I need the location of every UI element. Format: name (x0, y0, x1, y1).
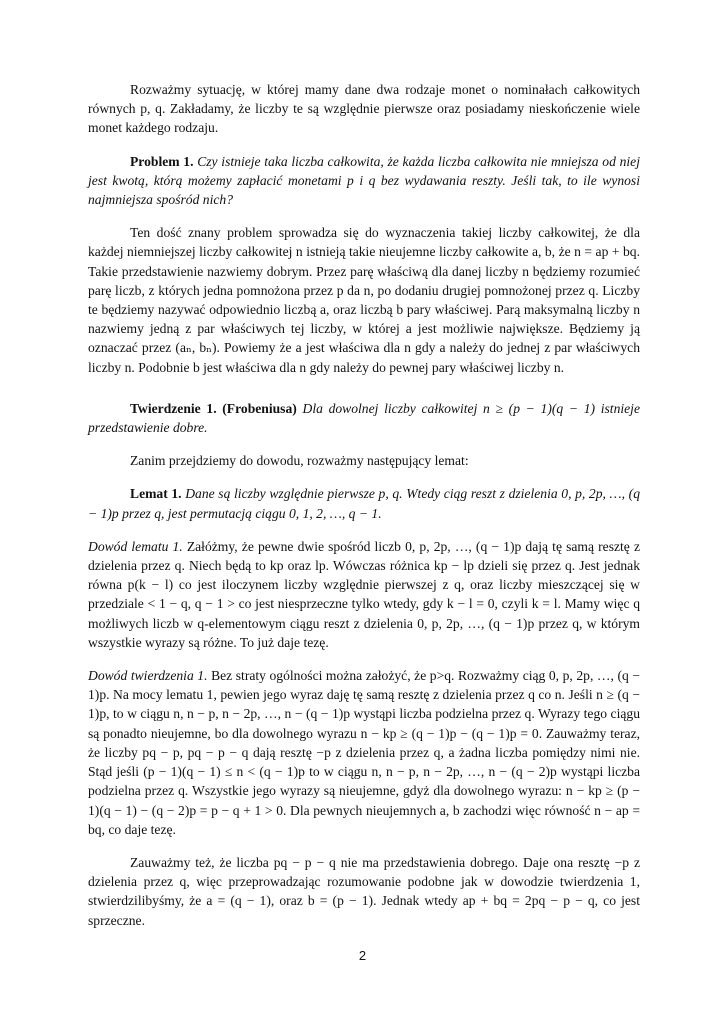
problem-label: Problem 1. (130, 153, 194, 169)
theorem-proof-text: Bez straty ogólności można założyć, że p>q. Rozważmy ciąg 0, p, 2p, …, (q − 1)p. Na mocy lematu 1, pewien jego wyraz daję tę samą resztę z dzielenia przez q co n. Jeśli n ≥ (q − 1)p, to w ciągu n, n − p, n − 2p, …, n − (q − 1)p wystąpi liczba podzielna przez q. Wyrazy tego ciągu są ponadto nieujemne, bo dla dowolnego wyrazu n − kp ≥ (q − 1)p − (q − 1)p = 0. Zauważmy teraz, że liczby pq − p, pq − p − q dają resztę −p z dzielenia przez q, a żadna liczba pomiędzy nimi nie. Stąd jeśli (p − 1)(q − 1) ≤ n < (q − 1)p to w ciągu n, n − p, n − 2p, …, n − (q − 2)p wystąpi liczba podzielna przez q. Wszystkie jego wyrazy są nieujemne, gdyż dla dowolnego wyrazu: n − kp ≥ (p − 1)(q − 1) − (q − 2)p = p − q + 1 > 0. Dla pewnych nieujemnych a, b zachodzi więc równość n − ap = bq, co daje tezę. (88, 668, 641, 837)
definitions-paragraph: Ten dość znany problem sprowadza się do wyznaczenia takiej liczby całkowitej, że dla każdej niemniejszej liczby całkowitej n istnieją takie nieujemne liczby całkowite a, b, że n = ap + bq. Takie przedstawienie nazwiemy dobrym. Przez parę właściwą dla danej liczby n będziemy rozumieć parę liczb, z których jedna pomnożona przez p da n, po dodaniu drugiej pomnożonej przez q. Liczby te będziemy nazywać odpowiednio liczbą a, oraz liczbą b pary właściwej. Parą maksymalną liczby n nazwiemy jedną z par właściwych tej liczby, w której a jest możliwie największe. Będziemy ją oznaczać przez (aₙ, bₙ). Powiemy że a jest właściwa dla n gdy a należy do jednej z par właściwych liczby n. Podobnie b jest właściwa dla n gdy należy do pewnej pary właściwej liczby n. (88, 225, 640, 375)
lemma-text: Dane są liczby względnie pierwsze p, q. Wtedy ciąg reszt z dzielenia 0, p, 2p, …, (q − 1)p przez q, jest permutacją ciągu 0, 1, 2, …, q − 1. (88, 486, 640, 521)
theorem-paragraph (88, 399, 640, 437)
theorem-text: Dla dowolnej liczby całkowitej n ≥ (p − 1)(q − 1) istnieje przedstawienie dobre. (88, 400, 640, 436)
lemma-proof-paragraph (88, 537, 640, 652)
lemma-paragraph (88, 484, 640, 522)
theorem-proof-paragraph (88, 666, 640, 839)
lemma-label: Lemat 1. (130, 486, 182, 502)
lemma-intro-paragraph: Zanim przejdziemy do dowodu, rozważmy następujący lemat: (130, 453, 469, 469)
page-number: 2 (358, 948, 367, 963)
theorem-proof-label: Dowód twierdzenia 1. (88, 668, 208, 684)
problem-text: Czy istnieje taka liczba całkowita, że każda liczba całkowita nie mniejsza od niej jest kwotą, którą możemy zapłacić monetami p i q bez wydawania reszty. Jeśli tak, to ile wynosi najmniejsza spośród nich? (88, 153, 640, 208)
page-body (88, 80, 640, 944)
lemma-proof-text: Załóżmy, że pewne dwie spośród liczb 0, p, 2p, …, (q − 1)p dają tę samą resztę z dzielenia przez q. Niech będą to kp oraz lp. Wówczas różnica kp − lp dzieli się przez q. Jest jednak równa p(k − l) co jest iloczynem liczby względnie pierwszej z q, oraz liczby mieszczącej się w przedziale < 1 − q, q − 1 > co jest niesprzeczne tylko wtedy, gdy k − l = 0, czyli k = l. Mamy więc q możliwych liczb w q-elementowym ciągu reszt z dzielenia 0, p, 2p, …, (q − 1)p przez q, w którym wszystkie wyrazy są różne. To już daje tezę. (88, 538, 640, 650)
lemma-proof-label: Dowód lematu 1. (88, 538, 183, 554)
intro-paragraph: Rozważmy sytuację, w której mamy dane dwa rodzaje monet o nominałach całkowitych równych p, q. Zakładamy, że liczby te są względnie pierwsze oraz posiadamy nieskończenie wiele monet każdego rodzaju. (88, 82, 640, 136)
problem-paragraph (88, 152, 640, 210)
theorem-label: Twierdzenie 1. (Frobeniusa) (130, 400, 297, 416)
closing-paragraph: Zauważmy też, że liczba pq − p − q nie ma przedstawienia dobrego. Daje ona resztę −p z dzielenia przez q, więc przeprowadzając rozumowanie podobne jak w dowodzie twierdzenia 1, stwierdzilibyśmy, że a = (q − 1), oraz b = (p − 1). Jednak wtedy ap + bq = 2pq − p − q, co jest sprzeczne. (88, 854, 640, 928)
